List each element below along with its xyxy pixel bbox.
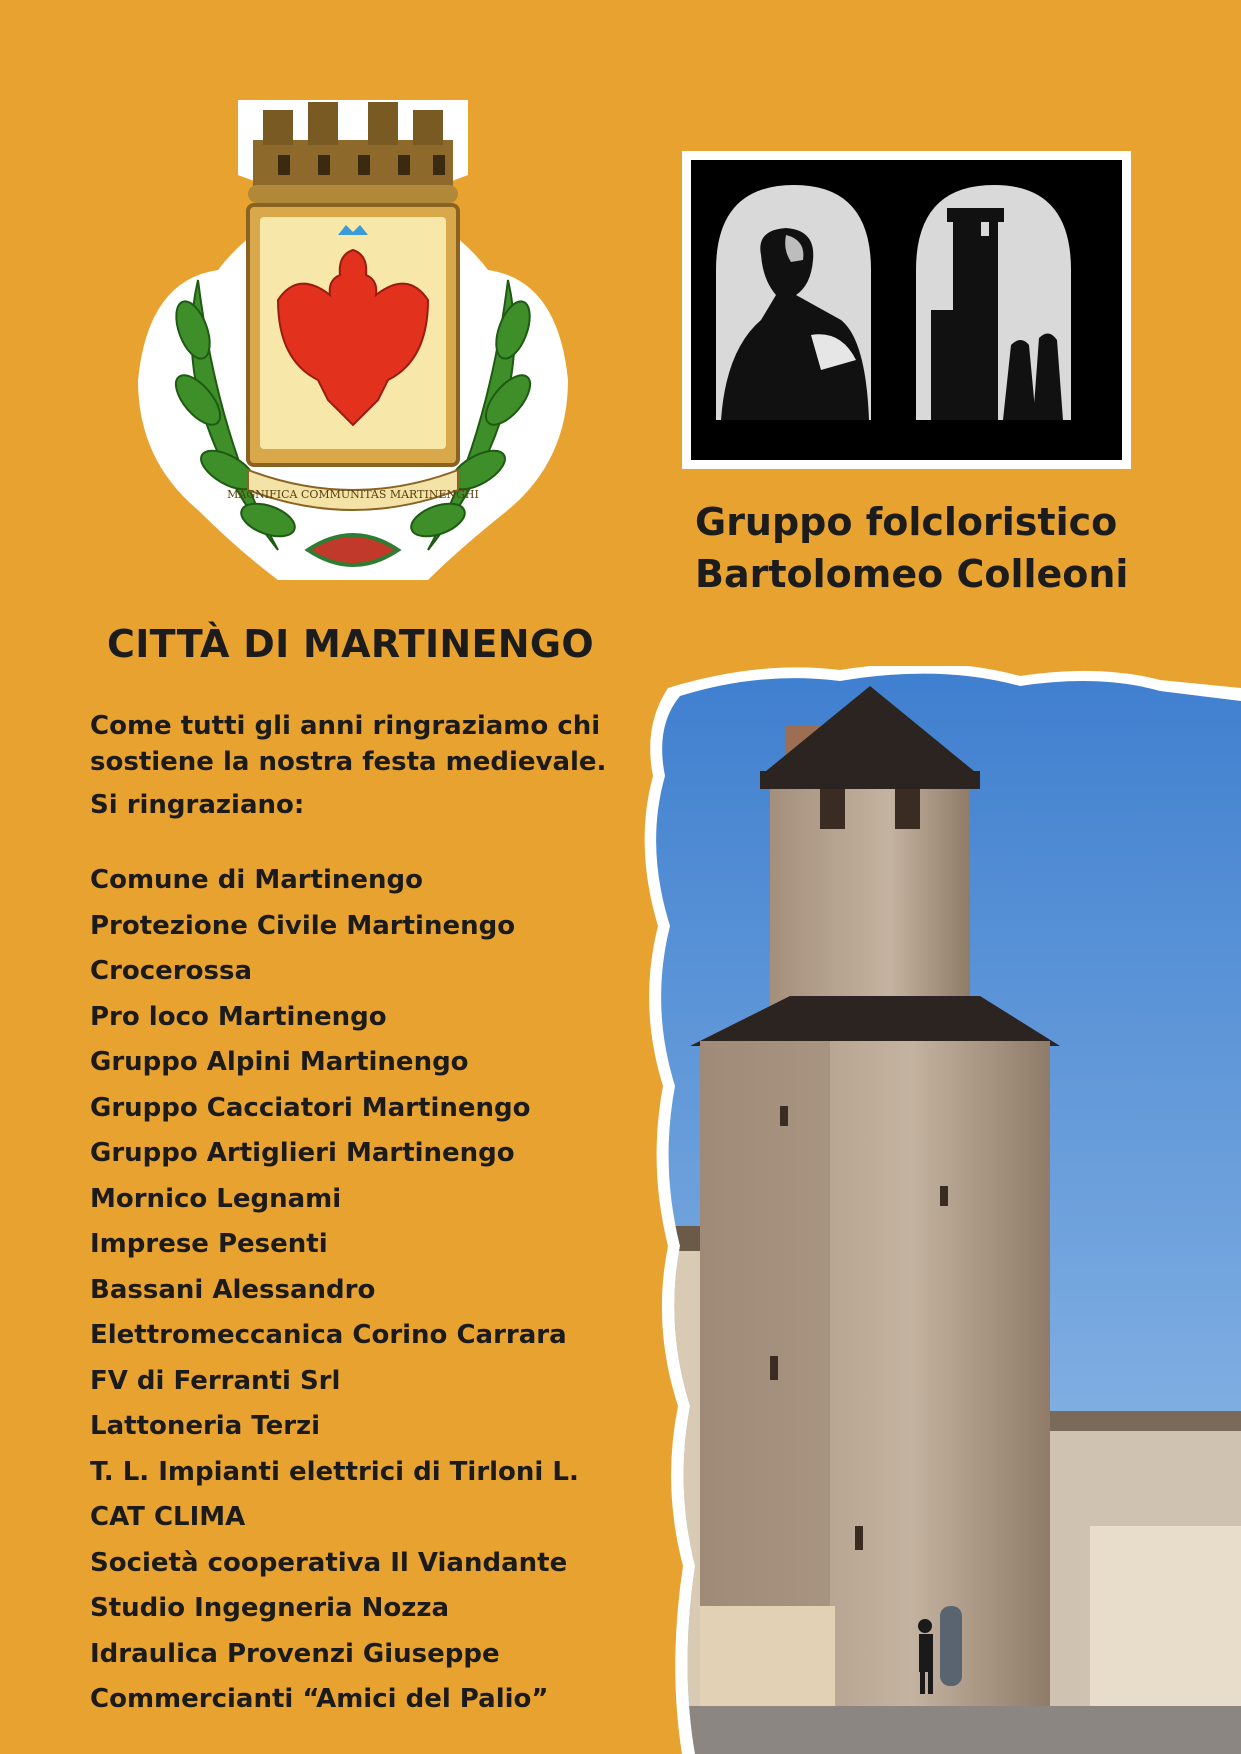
sponsor-item: Crocerossa	[90, 956, 252, 986]
sponsor-item: Società cooperativa Il Viandante	[90, 1547, 568, 1578]
sponsor-item: Gruppo Cacciatori Martinengo	[90, 1092, 531, 1123]
sponsor-item: Studio Ingegneria Nozza	[90, 1593, 450, 1623]
colleoni-logo-icon	[691, 160, 1122, 460]
group-name-line: Gruppo folcloristico	[695, 500, 1118, 544]
thanks-label: Si ringraziano:	[90, 790, 305, 820]
sponsor-item: Comune di Martinengo	[90, 865, 424, 895]
sponsor-item: FV di Ferranti Srl	[90, 1365, 341, 1396]
coat-of-arms-icon	[128, 80, 578, 600]
sponsor-item: Mornico Legnami	[90, 1183, 342, 1214]
medieval-tower-photo-icon	[640, 666, 1241, 1754]
sponsor-list	[90, 858, 579, 1723]
group-name-line: Bartolomeo Colleoni	[695, 552, 1129, 596]
sponsor-item: Imprese Pesenti	[90, 1229, 328, 1259]
intro-line: sostiene la nostra festa medievale.	[90, 747, 607, 777]
sponsor-item: Gruppo Alpini Martinengo	[90, 1047, 469, 1077]
intro-text	[90, 708, 606, 780]
tower-photo	[640, 666, 1241, 1754]
sponsor-item: CAT CLIMA	[90, 1502, 246, 1532]
sponsor-item: Gruppo Artiglieri Martinengo	[90, 1138, 515, 1168]
intro-line: Come tutti gli anni ringraziamo chi	[90, 711, 601, 741]
city-title: CITTÀ DI MARTINENGO	[107, 622, 594, 666]
sponsor-item: Bassani Alessandro	[90, 1274, 376, 1305]
sponsor-item: Protezione Civile Martinengo	[90, 910, 516, 941]
sponsor-item: T. L. Impianti elettrici di Tirloni L.	[90, 1456, 579, 1487]
sponsor-item: Idraulica Provenzi Giuseppe	[90, 1638, 500, 1669]
sponsor-item: Commercianti “Amici del Palio”	[90, 1684, 549, 1714]
sponsor-item: Pro loco Martinengo	[90, 1001, 387, 1032]
sponsor-item: Elettromeccanica Corino Carrara	[90, 1320, 567, 1350]
group-name	[695, 496, 1128, 600]
group-logo	[682, 151, 1131, 469]
svg-text:MAGNIFICA COMMUNITAS MARTINENG: MAGNIFICA COMMUNITAS MARTINENGHI	[227, 488, 479, 501]
sponsor-item: Lattoneria Terzi	[90, 1411, 321, 1441]
coat-of-arms	[128, 80, 578, 600]
